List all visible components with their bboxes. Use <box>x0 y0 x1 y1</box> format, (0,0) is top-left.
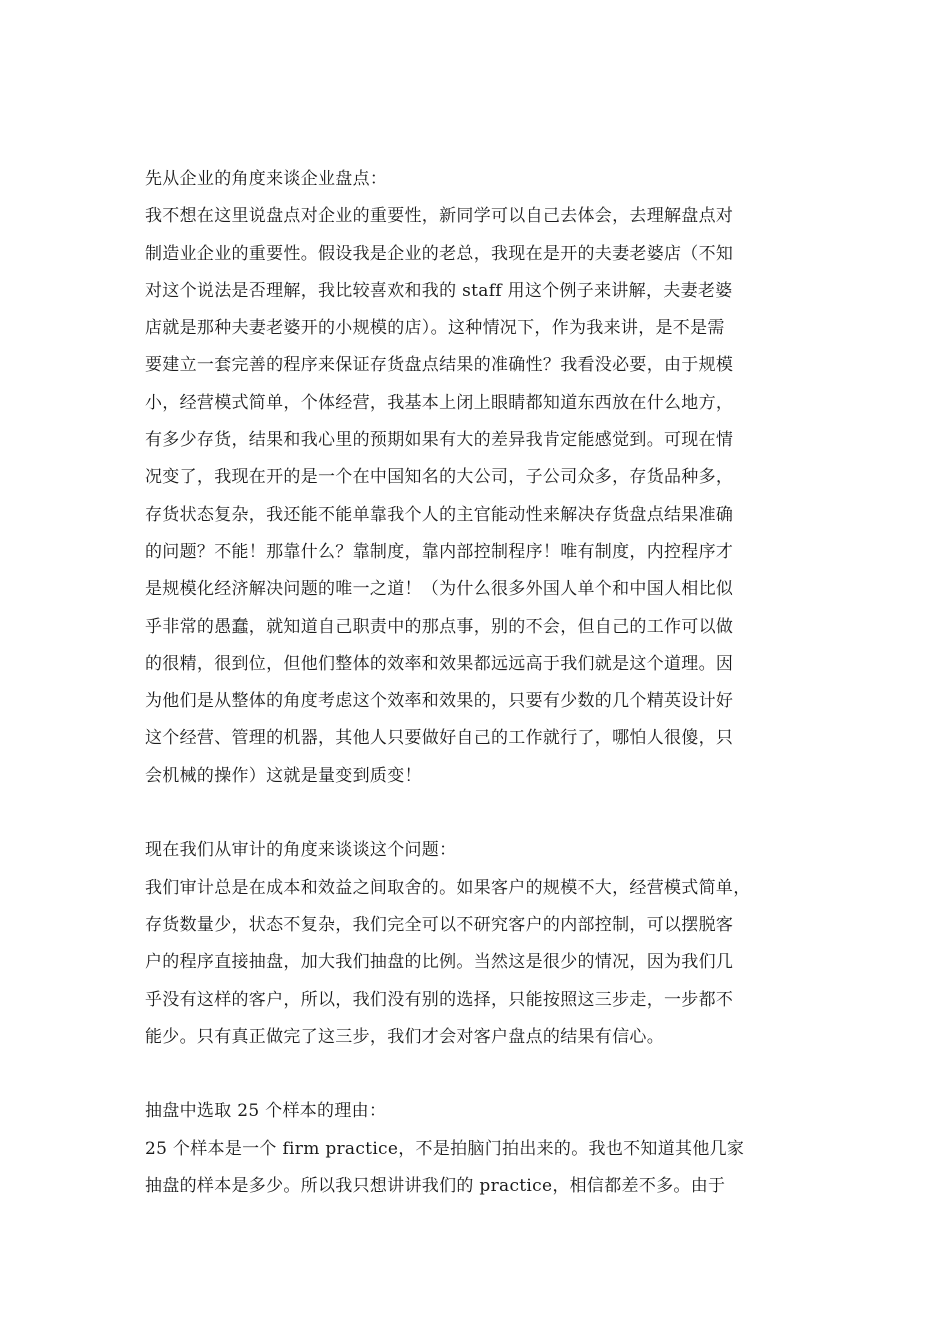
paragraph-line: 会机械的操作）这就是量变到质变！ <box>145 765 422 786</box>
paragraph-line: 乎没有这样的客户，所以，我们没有别的选择，只能按照这三步走，一步都不 <box>145 989 734 1010</box>
section-heading: 先从企业的角度来谈企业盘点： <box>145 169 388 189</box>
paragraph-line: 乎非常的愚蠢，就知道自己职责中的那点事，别的不会，但自己的工作可以做 <box>145 616 734 637</box>
paragraph-line: 的问题？不能！那靠什么？靠制度，靠内部控制程序！唯有制度，内控程序才 <box>145 541 734 562</box>
paragraph-line: 的很精，很到位，但他们整体的效率和效果都远远高于我们就是这个道理。因 <box>145 653 734 674</box>
paragraph-line: 小，经营模式简单，个体经营，我基本上闭上眼睛都知道东西放在什么地方， <box>145 392 734 413</box>
document-body <box>145 161 825 1205</box>
section-heading: 现在我们从审计的角度来谈谈这个问题： <box>145 840 457 861</box>
paragraph-line: 是规模化经济解决问题的唯一之道！（为什么很多外国人单个和中国人相比似 <box>145 579 734 600</box>
paragraph-line: 户的程序直接抽盘，加大我们抽盘的比例。当然这是很少的情况，因为我们几 <box>145 952 734 973</box>
paragraph-line: 对这个说法是否理解，我比较喜欢和我的 staff 用这个例子来讲解，夫妻老婆 <box>145 280 733 301</box>
paragraph-line: 抽盘的样本是多少。所以我只想讲讲我们的 practice，相信都差不多。由于 <box>145 1176 726 1197</box>
paragraph-line: 我们审计总是在成本和效益之间取舍的。如果客户的规模不大，经营模式简单， <box>145 877 751 898</box>
blank-line <box>145 795 825 832</box>
paragraph-line: 为他们是从整体的角度考虑这个效率和效果的，只要有少数的几个精英设计好 <box>145 691 734 712</box>
paragraph-line: 存货数量少，状态不复杂，我们完全可以不研究客户的内部控制，可以摆脱客 <box>145 914 734 935</box>
paragraph-line: 25 个样本是一个 firm practice，不是拍脑门拍出来的。我也不知道其他几家 <box>145 1138 745 1159</box>
paragraph-line: 况变了，我现在开的是一个在中国知名的大公司，子公司众多，存货品种多， <box>145 467 734 488</box>
section-heading: 抽盘中选取 25 个样本的理由： <box>145 1101 387 1122</box>
paragraph-line: 能少。只有真正做完了这三步，我们才会对客户盘点的结果有信心。 <box>145 1026 664 1047</box>
paragraph-line: 我不想在这里说盘点对企业的重要性，新同学可以自己去体会，去理解盘点对 <box>145 206 734 227</box>
paragraph-line: 店就是那种夫妻老婆开的小规模的店）。这种情况下，作为我来讲，是不是需 <box>145 318 725 339</box>
paragraph-line: 有多少存货，结果和我心里的预期如果有大的差异我肯定能感觉到。可现在情 <box>145 430 734 451</box>
paragraph-line: 这个经营、管理的机器，其他人只要做好自己的工作就行了，哪怕人很傻，只 <box>145 728 734 749</box>
paragraph-line: 制造业企业的重要性。假设我是企业的老总，我现在是开的夫妻老婆店（不知 <box>145 243 734 264</box>
paragraph-line: 存货状态复杂，我还能不能单靠我个人的主官能动性来解决存货盘点结果准确 <box>145 504 734 525</box>
paragraph-line: 要建立一套完善的程序来保证存货盘点结果的准确性？我看没必要，由于规模 <box>145 355 734 376</box>
blank-line <box>145 1056 825 1093</box>
